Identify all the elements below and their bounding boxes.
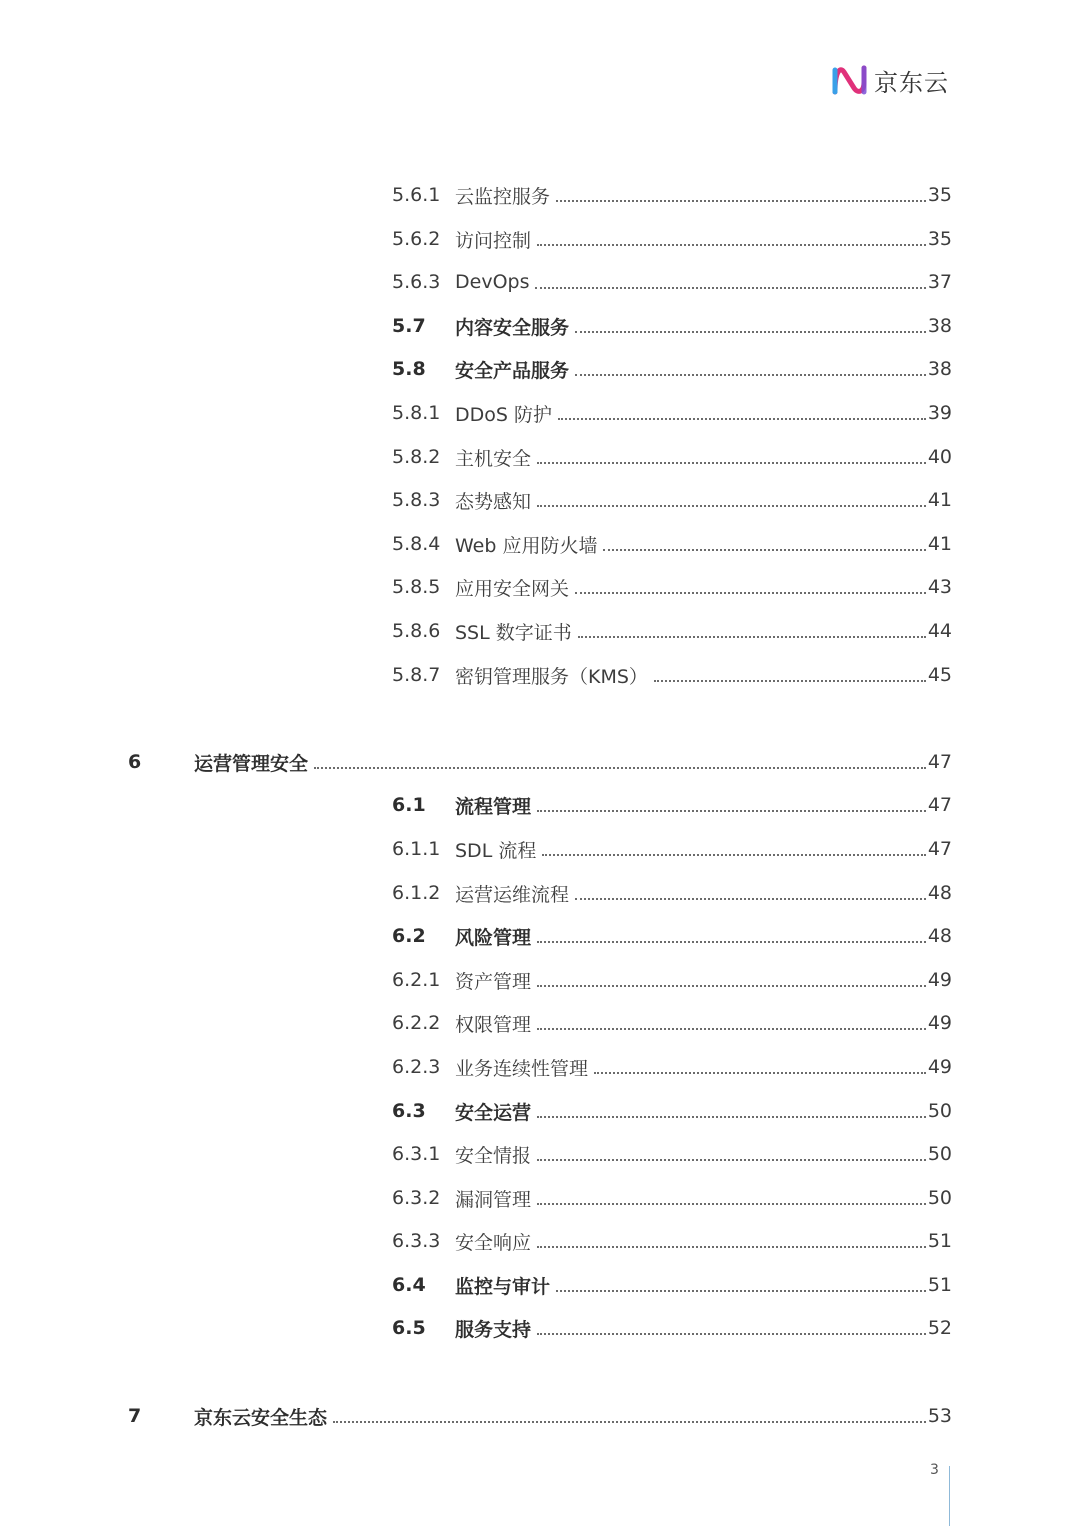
toc-entry-page: 53 (927, 1405, 952, 1427)
toc-dot-leader (537, 462, 926, 464)
toc-section-entry[interactable] (392, 354, 952, 384)
toc-entry-number: 6.3.3 (392, 1230, 441, 1252)
toc-subsection-entry[interactable] (392, 529, 952, 559)
toc-subsection-entry[interactable] (392, 485, 952, 515)
toc-entry-title: 业务连续性管理 (455, 1057, 589, 1080)
toc-subsection-entry[interactable] (392, 1008, 952, 1038)
toc-dot-leader (537, 1203, 926, 1205)
toc-entry-number: 7 (128, 1405, 142, 1427)
toc-entry-page: 49 (927, 1012, 952, 1034)
toc-entry-title: 访问控制 (455, 229, 532, 252)
toc-entry-page: 43 (927, 576, 952, 598)
toc-section-entry[interactable] (392, 311, 952, 341)
toc-dot-leader (594, 1072, 926, 1074)
toc-entry-number: 5.6.1 (392, 184, 441, 206)
toc-dot-leader (537, 1159, 926, 1161)
toc-dot-leader (333, 1421, 926, 1423)
toc-entry-page: 35 (927, 184, 952, 206)
toc-subsection-entry[interactable] (392, 878, 952, 908)
toc-entry-title: 密钥管理服务（KMS） (455, 665, 648, 688)
toc-entry-number: 5.8 (392, 358, 426, 380)
toc-entry-page: 38 (927, 358, 952, 380)
toc-entry-title: 漏洞管理 (455, 1188, 532, 1211)
toc-entry-title: 安全情报 (455, 1144, 532, 1167)
toc-entry-page: 49 (927, 969, 952, 991)
toc-entry-page: 45 (927, 664, 952, 686)
toc-entry-page: 41 (927, 489, 952, 511)
toc-entry-title: SDL 流程 (455, 839, 537, 862)
toc-entry-number: 6.2 (392, 925, 426, 947)
toc-entry-number: 6.1 (392, 794, 426, 816)
toc-entry-title: DevOps (455, 271, 530, 293)
toc-dot-leader (575, 898, 926, 900)
toc-subsection-entry[interactable] (392, 224, 952, 254)
toc-dot-leader (537, 505, 926, 507)
toc-dot-leader (575, 592, 926, 594)
toc-entry-page: 50 (927, 1100, 952, 1122)
toc-entry-number: 5.8.2 (392, 446, 441, 468)
toc-subsection-entry[interactable] (392, 660, 952, 690)
toc-entry-number: 5.8.5 (392, 576, 441, 598)
toc-dot-leader (537, 810, 926, 812)
toc-dot-leader (578, 636, 926, 638)
toc-subsection-entry[interactable] (392, 398, 952, 428)
toc-entry-page: 48 (927, 925, 952, 947)
toc-entry-number: 6.4 (392, 1274, 426, 1296)
toc-entry-page: 50 (927, 1187, 952, 1209)
toc-dot-leader (556, 200, 926, 202)
toc-dot-leader (575, 331, 926, 333)
toc-entry-title: 风险管理 (455, 926, 532, 949)
toc-dot-leader (535, 287, 925, 289)
toc-entry-number: 5.8.7 (392, 664, 441, 686)
toc-section-entry[interactable] (392, 1096, 952, 1126)
toc-dot-leader (537, 1116, 926, 1118)
toc-entry-title: 安全运营 (455, 1101, 532, 1124)
toc-entry-page: 48 (927, 882, 952, 904)
toc-entry-page: 50 (927, 1143, 952, 1165)
logo-text: 京东云 (874, 68, 949, 97)
toc-dot-leader (314, 767, 926, 769)
toc-subsection-entry[interactable] (392, 834, 952, 864)
toc-subsection-entry[interactable] (392, 1183, 952, 1213)
toc-section-entry[interactable] (392, 790, 952, 820)
toc-section-entry[interactable] (392, 1270, 952, 1300)
toc-entry-number: 6.1.2 (392, 882, 441, 904)
toc-entry-page: 52 (927, 1317, 952, 1339)
toc-entry-title: 资产管理 (455, 970, 532, 993)
toc-entry-page: 47 (927, 751, 952, 773)
toc-dot-leader (556, 1290, 926, 1292)
page-edge-rule (949, 1466, 950, 1526)
toc-entry-page: 49 (927, 1056, 952, 1078)
toc-entry-title: 主机安全 (455, 447, 532, 470)
toc-entry-title: 运营管理安全 (194, 752, 309, 775)
toc-entry-number: 6 (128, 751, 142, 773)
toc-entry-title: DDoS 防护 (455, 403, 552, 426)
toc-entry-title: 态势感知 (455, 490, 532, 513)
toc-entry-page: 47 (927, 838, 952, 860)
toc-subsection-entry[interactable] (392, 267, 952, 297)
toc-entry-page: 38 (927, 315, 952, 337)
page-number: 3 (930, 1462, 939, 1478)
toc-entry-title: 安全产品服务 (455, 359, 570, 382)
toc-entry-title: 监控与审计 (455, 1275, 551, 1298)
toc-entry-number: 5.8.6 (392, 620, 441, 642)
toc-entry-number: 6.1.1 (392, 838, 441, 860)
toc-subsection-entry[interactable] (392, 442, 952, 472)
toc-subsection-entry[interactable] (392, 1139, 952, 1169)
toc-entry-page: 39 (927, 402, 952, 424)
toc-entry-page: 37 (927, 271, 952, 293)
toc-entry-title: SSL 数字证书 (455, 621, 572, 644)
toc-dot-leader (542, 854, 925, 856)
toc-entry-number: 6.2.2 (392, 1012, 441, 1034)
toc-entry-number: 5.6.2 (392, 228, 441, 250)
toc-chapter-entry[interactable] (128, 747, 952, 777)
toc-entry-number: 6.2.3 (392, 1056, 441, 1078)
toc-entry-page: 47 (927, 794, 952, 816)
toc-dot-leader (537, 985, 926, 987)
toc-entry-title: 内容安全服务 (455, 316, 570, 339)
toc-entry-number: 6.3.2 (392, 1187, 441, 1209)
toc-entry-page: 41 (927, 533, 952, 555)
toc-subsection-entry[interactable] (392, 1226, 952, 1256)
toc-entry-title: 权限管理 (455, 1013, 532, 1036)
toc-entry-title: 服务支持 (455, 1318, 532, 1341)
toc-entry-title: 京东云安全生态 (194, 1406, 328, 1429)
toc-dot-leader (558, 418, 926, 420)
toc-entry-number: 5.8.4 (392, 533, 441, 555)
toc-chapter-entry[interactable] (128, 1401, 952, 1431)
jdcloud-logo-icon (830, 62, 872, 98)
toc-dot-leader (537, 1028, 926, 1030)
toc-entry-number: 6.3.1 (392, 1143, 441, 1165)
toc-entry-title: 应用安全网关 (455, 577, 570, 600)
toc-section-entry[interactable] (392, 1313, 952, 1343)
toc-entry-page: 51 (927, 1230, 952, 1252)
toc-entry-title: 运营运维流程 (455, 883, 570, 906)
toc-dot-leader (575, 374, 926, 376)
toc-entry-page: 40 (927, 446, 952, 468)
toc-dot-leader (603, 549, 925, 551)
toc-entry-page: 51 (927, 1274, 952, 1296)
toc-subsection-entry[interactable] (392, 572, 952, 602)
toc-entry-number: 5.8.1 (392, 402, 441, 424)
toc-entry-number: 5.7 (392, 315, 426, 337)
toc-dot-leader (537, 1246, 926, 1248)
toc-entry-title: 安全响应 (455, 1231, 532, 1254)
toc-entry-title: 云监控服务 (455, 185, 551, 208)
toc-dot-leader (537, 1333, 926, 1335)
toc-section-entry[interactable] (392, 921, 952, 951)
toc-entry-number: 6.3 (392, 1100, 426, 1122)
toc-entry-title: 流程管理 (455, 795, 532, 818)
toc-subsection-entry[interactable] (392, 180, 952, 210)
toc-dot-leader (654, 680, 926, 682)
toc-entry-number: 6.2.1 (392, 969, 441, 991)
jdcloud-logo (830, 60, 960, 100)
toc-dot-leader (537, 244, 926, 246)
toc-entry-number: 6.5 (392, 1317, 426, 1339)
toc-entry-page: 35 (927, 228, 952, 250)
toc-dot-leader (537, 941, 926, 943)
toc-subsection-entry[interactable] (392, 1052, 952, 1082)
toc-entry-number: 5.8.3 (392, 489, 441, 511)
toc-entry-page: 44 (927, 620, 952, 642)
toc-entry-title: Web 应用防火墙 (455, 534, 598, 557)
toc-subsection-entry[interactable] (392, 616, 952, 646)
toc-entry-number: 5.6.3 (392, 271, 441, 293)
toc-subsection-entry[interactable] (392, 965, 952, 995)
